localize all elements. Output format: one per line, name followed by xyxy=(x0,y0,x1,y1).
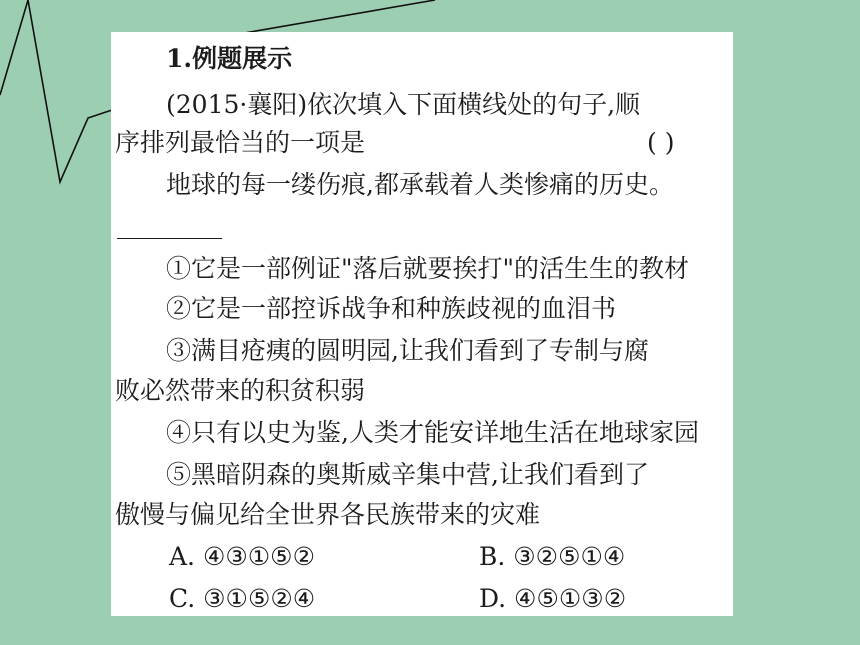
item-3-line-1: ③满目疮痍的圆明园,让我们看到了专制与腐 xyxy=(166,336,649,365)
item-4: ④只有以史为鉴,人类才能安详地生活在地球家园 xyxy=(166,418,699,447)
option-d[interactable]: D. ④⑤①③② xyxy=(479,584,627,613)
answer-bracket: ( ) xyxy=(647,128,675,157)
question-card xyxy=(111,32,733,616)
item-1: ①它是一部例证"落后就要挨打"的活生生的教材 xyxy=(166,254,689,283)
option-a[interactable]: A. ④③①⑤② xyxy=(169,542,316,571)
section-title: 1.例题展示 xyxy=(166,44,293,73)
question-line-2: 序排列最恰当的一项是 xyxy=(115,128,366,157)
option-c[interactable]: C. ③①⑤②④ xyxy=(169,584,316,613)
item-5-line-1: ⑤黑暗阴森的奥斯威辛集中营,让我们看到了 xyxy=(166,460,649,489)
question-line-1: (2015·襄阳)依次填入下面横线处的句子,顺 xyxy=(166,90,641,119)
option-b[interactable]: B. ③②⑤①④ xyxy=(479,542,626,571)
fill-in-blank-line xyxy=(117,238,222,239)
item-5-line-2: 傲慢与偏见给全世界各民族带来的灾难 xyxy=(115,500,541,529)
item-2: ②它是一部控诉战争和种族歧视的血泪书 xyxy=(166,294,617,323)
item-3-line-2: 败必然带来的积贫积弱 xyxy=(115,376,366,405)
question-line-3: 地球的每一缕伤痕,都承载着人类惨痛的历史。 xyxy=(166,170,674,199)
